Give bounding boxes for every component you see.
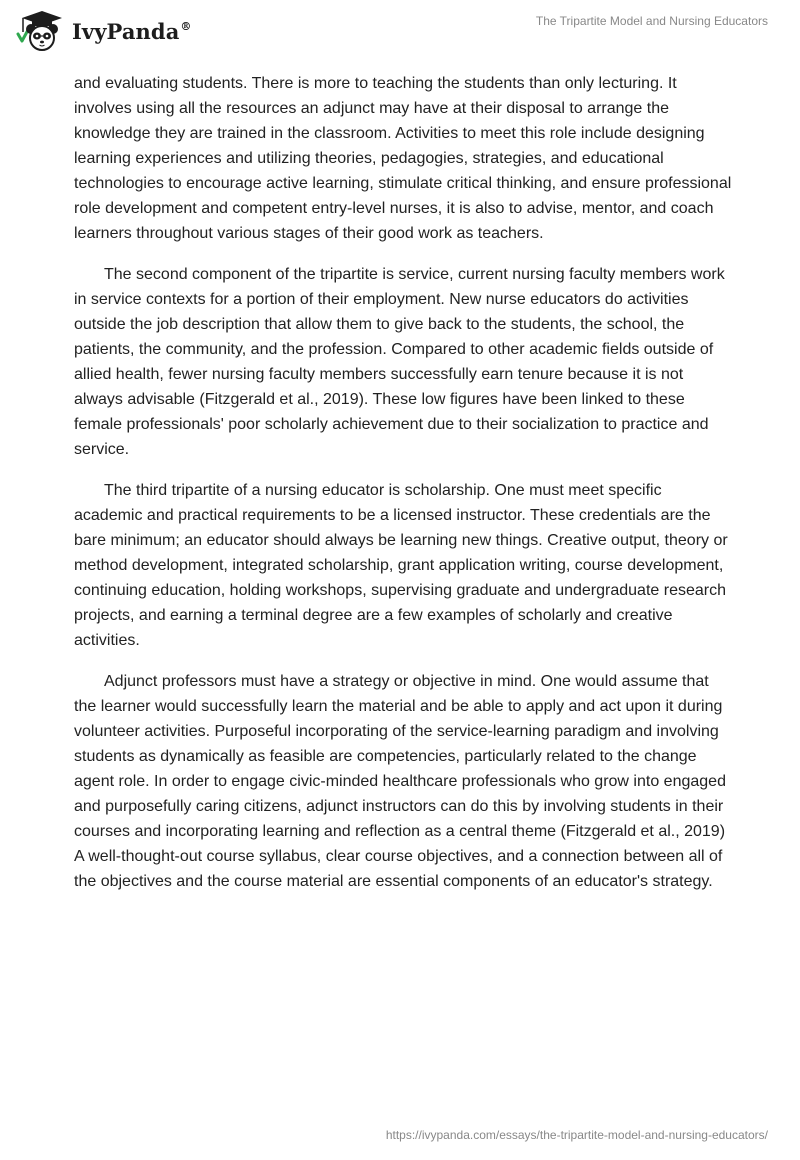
paragraph-scholarship: The third tripartite of a nursing educator is scholarship. One must meet specific academic and practical requirements to be a licensed instructor. These credentials are the bare minimum; an educator should always be learning new things. Creative output, theory or method development, integrated scholarship, grant application writing, course development, continuing education, holding workshops, supervising graduate and undergraduate research projects, and earning a terminal degree are a few examples of scholarly and creative activities. (74, 482, 728, 649)
essay-body (74, 71, 734, 910)
brand-name (72, 19, 192, 44)
paragraph-service: The second component of the tripartite is service, current nursing faculty members work in service contexts for a portion of their employment. New nurse educators do activities outside the job description that allow them to give back to the students, the school, the patients, the community, and the profession. Compared to other academic fields outside of allied health, fewer nursing faculty members successfully earn tenure because it is not always advisable (Fitzgerald et al., 2019). These low figures have been linked to these female professionals' poor scholarly achievement due to their socialization to practice and service. (74, 266, 725, 458)
document-title: The Tripartite Model and Nursing Educators (535, 14, 768, 28)
registered-mark: ® (180, 19, 192, 33)
brand-name-text: IvyPanda (72, 18, 180, 44)
page-header (0, 0, 800, 62)
brand-logo[interactable] (14, 8, 192, 52)
paragraph-teaching-continued: and evaluating students. There is more to teaching the students than only lecturing. It involves using all the resources an adjunct may have at their disposal to arrange the knowledge they are trained in the classroom. Activities to meet this role include designing learning experiences and utilizing theories, pedagogies, strategies, and educational technologies to encourage active learning, stimulate critical thinking, and ensure professional role development and competent entry-level nurses, it is also to advise, mentor, and coach learners throughout various stages of their good work as teachers. (74, 75, 732, 242)
paragraph-strategy: Adjunct professors must have a strategy or objective in mind. One would assume that the learner would successfully learn the material and be able to apply and act upon it during volunteer activities. Purposeful incorporating of the service-learning paradigm and involving students as dynamically as feasible are competencies, particularly related to the change agent role. In order to engage civic-minded healthcare professionals who grow into engaged and purposefully caring citizens, adjunct instructors can do this by involving students in their courses and incorporating learning and reflection as a central theme (Fitzgerald et al., 2019) A well-thought-out course syllabus, clear course objectives, and a connection between all of the objectives and the course material are essential components of an educator's strategy. (74, 673, 726, 890)
panda-graduate-logo-icon (14, 8, 66, 52)
source-url[interactable]: https://ivypanda.com/essays/the-tripartite-model-and-nursing-educators/ (385, 1128, 768, 1142)
